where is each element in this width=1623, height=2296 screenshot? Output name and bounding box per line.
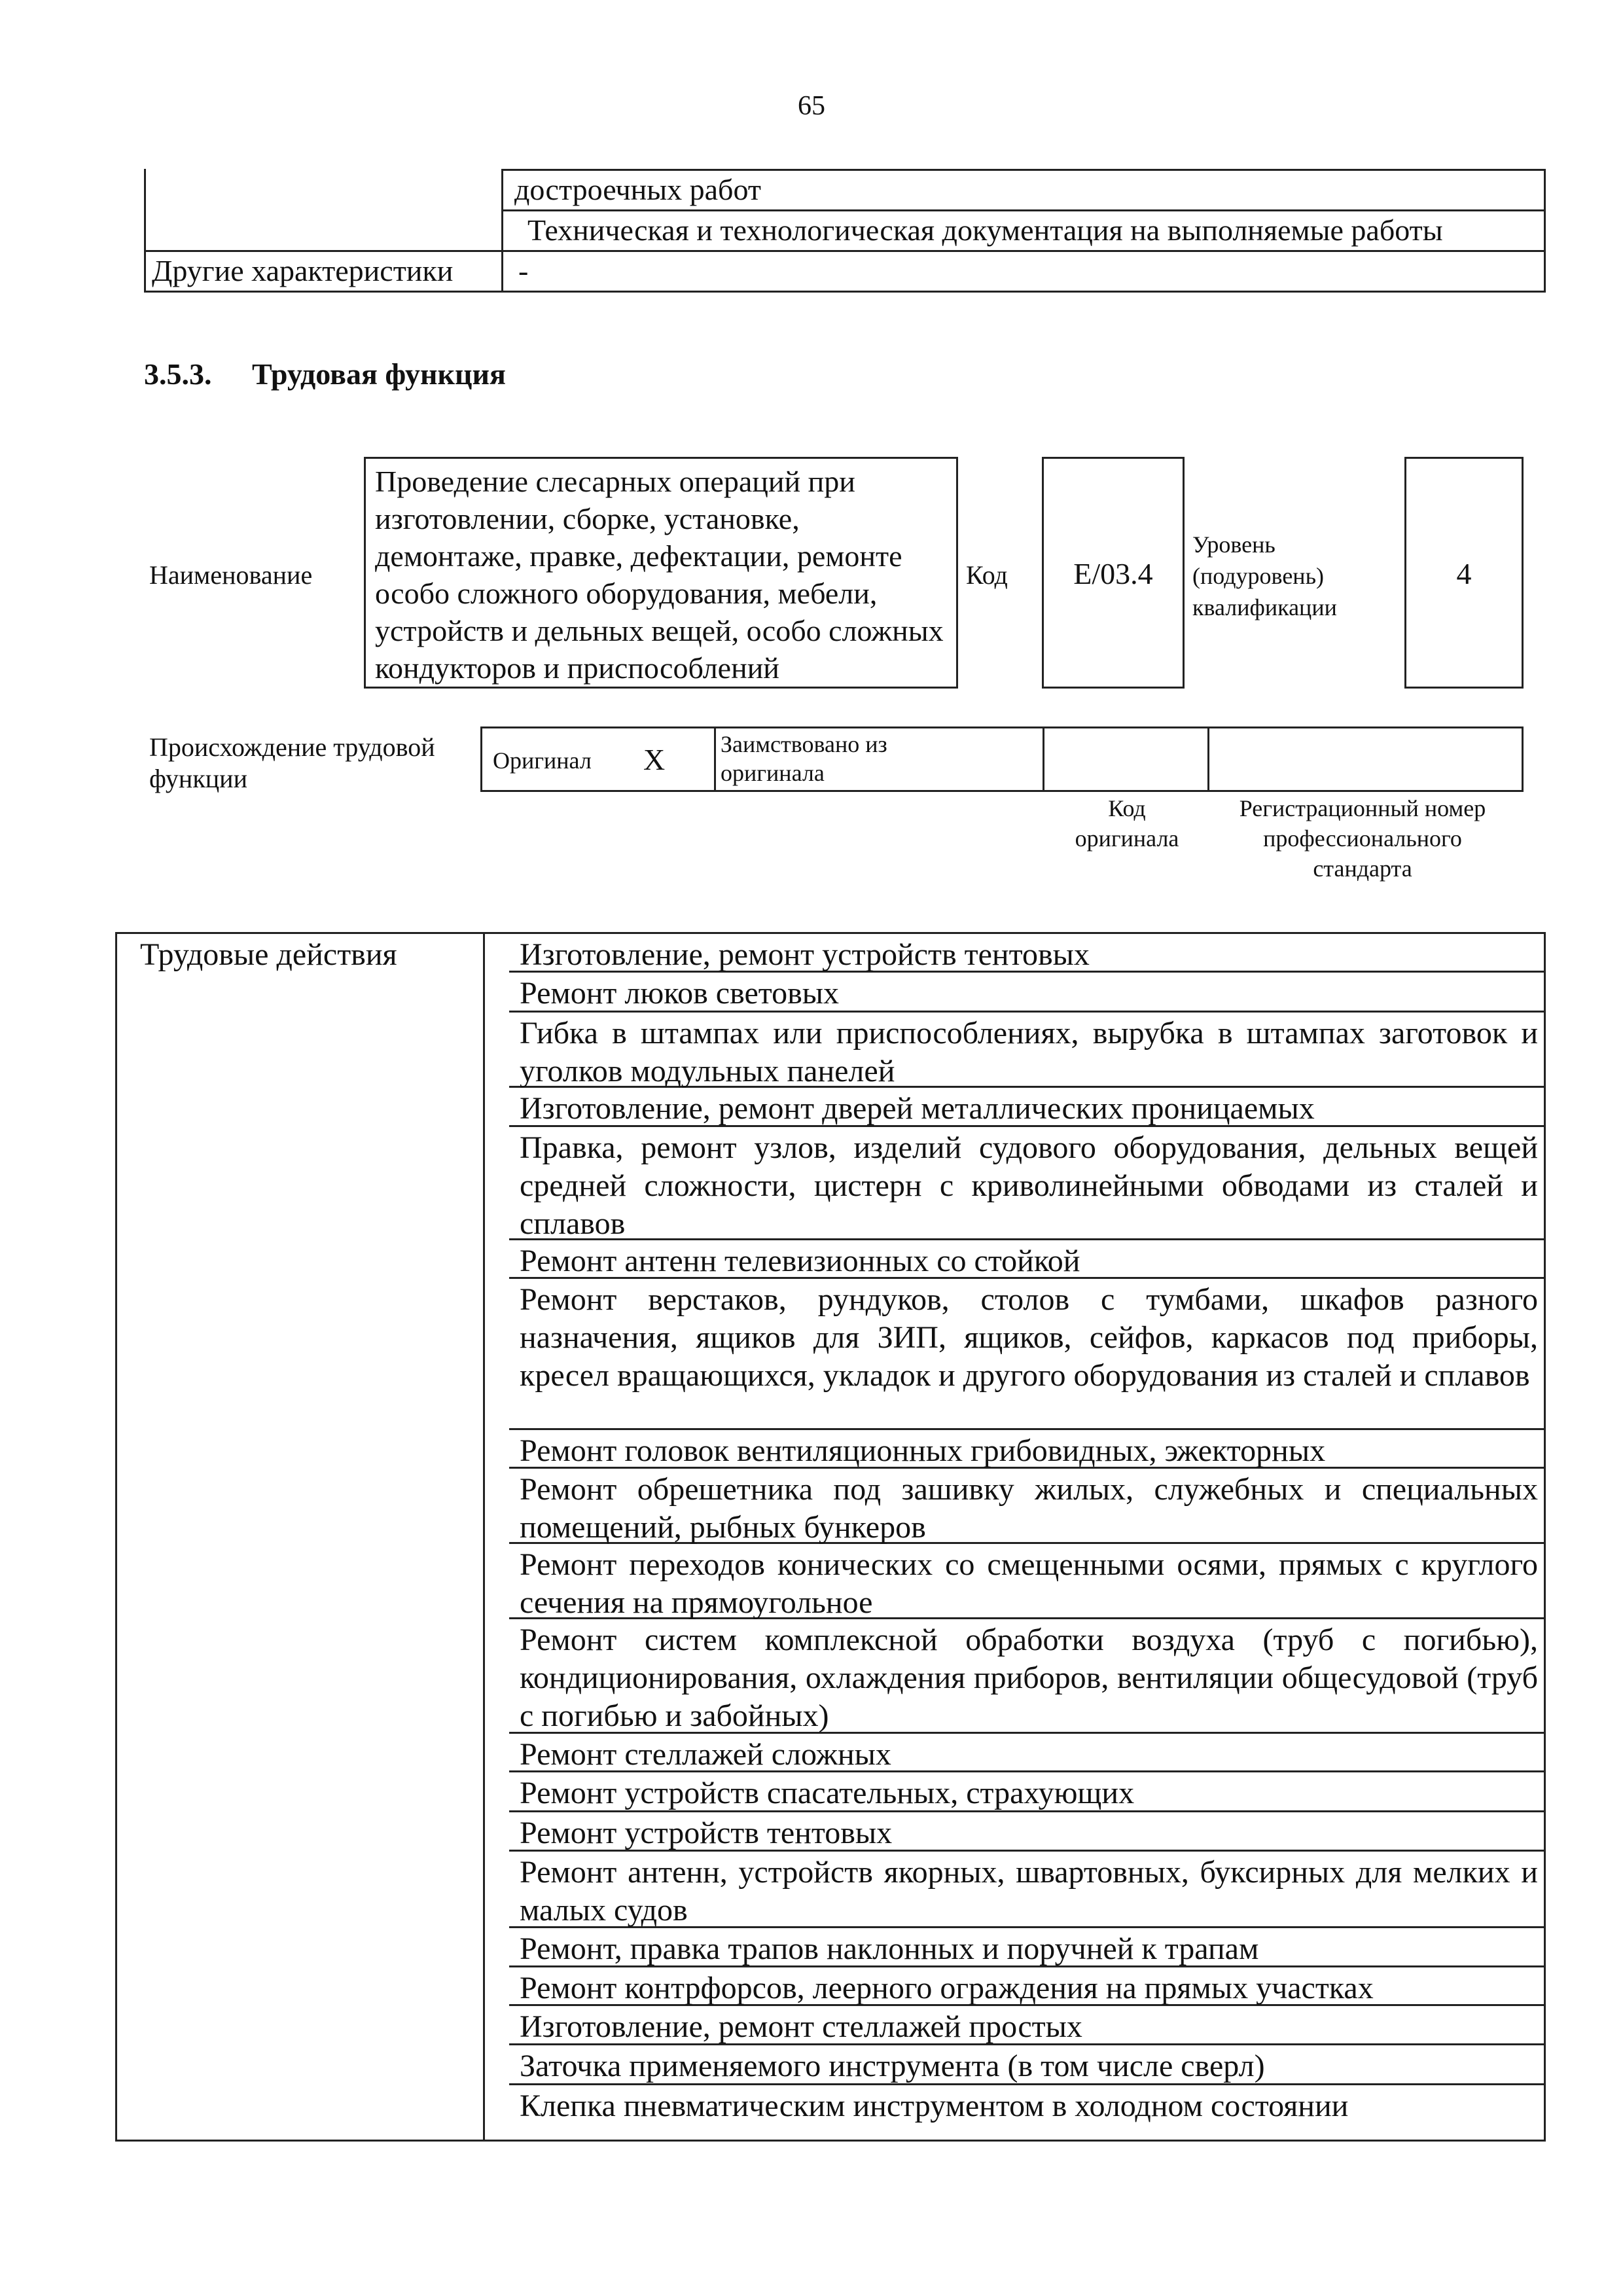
original-code-caption: Код оригинала <box>1075 795 1179 852</box>
list-item: Изготовление, ремонт стеллажей простых <box>509 2008 1546 2045</box>
function-name-box <box>364 457 958 689</box>
list-item: Клепка пневматическим инструментом в холодном состоянии <box>520 2089 1349 2123</box>
name-label: Наименование <box>149 560 313 590</box>
origin-label: Происхождение трудовой функции <box>149 732 435 793</box>
other-characteristics-value: - <box>518 254 529 287</box>
list-item: Ремонт устройств тентовых <box>509 1814 1546 1852</box>
list-item: Ремонт систем комплексной обработки воздуха (труб с погибью), кондиционирования, охлаждения приборов, вентиляции общесудовой (труб с погибью и забойных) <box>509 1621 1546 1734</box>
section-number: 3.5.3. <box>144 357 212 391</box>
continuation-row-1: достроечных работ <box>514 173 761 206</box>
qualification-level-label: Уровень (подуровень) квалификации <box>1192 531 1337 620</box>
list-item: Ремонт стеллажей сложных <box>509 1736 1546 1772</box>
list-item: Изготовление, ремонт устройств тентовых <box>509 936 1546 973</box>
list-item: Ремонт обрешетника под зашивку жилых, служебных и специальных помещений, рыбных бункеров <box>509 1471 1546 1544</box>
continuation-row-2: Техническая и технологическая документация на выполняемые работы <box>527 213 1443 247</box>
section-heading <box>144 357 506 391</box>
list-item: Ремонт люков световых <box>509 975 1546 1013</box>
qualification-level-value: 4 <box>1456 557 1472 590</box>
original-label: Оригинал <box>493 747 592 774</box>
continuation-table <box>144 169 1546 293</box>
borrowed-label: Заимствовано из оригинала <box>721 731 887 786</box>
list-item: Изготовление, ремонт дверей металлических проницаемых <box>509 1090 1546 1127</box>
original-mark: X <box>643 743 666 776</box>
page-number: 65 <box>798 91 825 121</box>
list-item: Ремонт антенн, устройств якорных, швартовных, буксирных для мелких и малых судов <box>509 1854 1546 1928</box>
other-characteristics-label: Другие характеристики <box>152 254 454 287</box>
list-item: Ремонт переходов конических со смещенными осями, прямых с круглого сечения на прямоугольное <box>509 1546 1546 1619</box>
list-item: Ремонт верстаков, рундуков, столов с тумбами, шкафов разного назначения, ящиков для ЗИП, ящиков, сейфов, каркасов под приборы, кресел вращающихся, укладок и другого оборудования из сталей и сплавов <box>509 1281 1546 1430</box>
list-item: Гибка в штампах или приспособлениях, вырубка в штампах заготовок и уголков модульных панелей <box>509 1014 1546 1088</box>
code-box <box>1042 457 1185 689</box>
qualification-level-box <box>1404 457 1524 689</box>
list-item: Ремонт контрфорсов, леерного ограждения на прямых участках <box>509 1969 1546 2006</box>
list-item: Ремонт, правка трапов наклонных и поручней к трапам <box>509 1930 1546 1967</box>
registration-number-caption: Регистрационный номер профессионального стандарта <box>1239 795 1486 882</box>
code-value: E/03.4 <box>1073 557 1153 590</box>
function-name-value: Проведение слесарных операций при изготовлении, сборке, установке, демонтаже, правке, дефектации, ремонте особо сложного оборудования, мебели, устройств и дельных вещей, особо сложных кондукторов и приспособлений <box>375 465 944 685</box>
section-title: Трудовая функция <box>252 357 506 391</box>
list-item: Ремонт антенн телевизионных со стойкой <box>509 1242 1546 1279</box>
list-item: Ремонт устройств спасательных, страхующих <box>509 1774 1546 1812</box>
list-item: Ремонт головок вентиляционных грибовидных, эжекторных <box>509 1432 1546 1469</box>
labour-actions-label: Трудовые действия <box>140 937 397 972</box>
list-item: Заточка применяемого инструмента (в том числе сверл) <box>509 2047 1546 2085</box>
origin-table <box>480 726 1524 792</box>
code-label: Код <box>966 560 1008 590</box>
list-item: Правка, ремонт узлов, изделий судового оборудования, дельных вещей средней сложности, цистерн с криволинейными обводами из сталей и сплавов <box>509 1129 1546 1240</box>
